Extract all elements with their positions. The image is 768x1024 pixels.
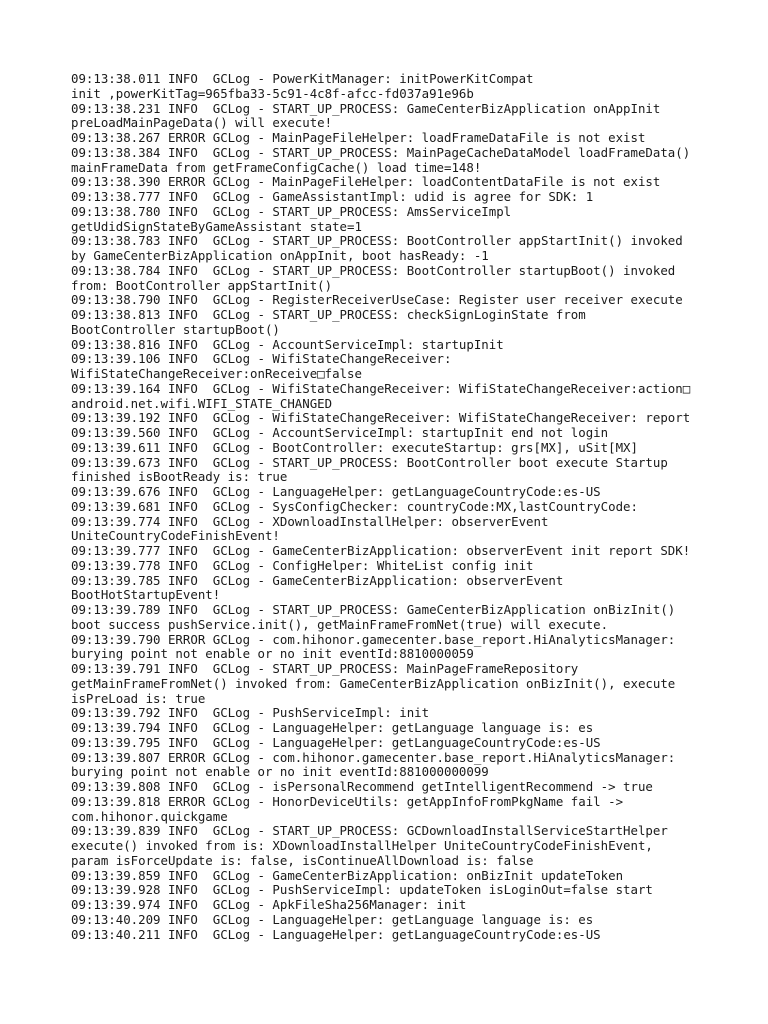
log-line: 09:13:40.209 INFO GCLog - LanguageHelper: getLanguage language is: es [71, 911, 594, 927]
log-line: 09:13:39.777 INFO GCLog - GameCenterBizApplication: observerEvent init report SDK! [71, 543, 691, 558]
log-line: init ,powerKitTag=965fba33-5c91-4c8f-afcc-fd037a91e96b [71, 85, 474, 101]
log-line: param isForceUpdate is: false, isContinueAllDownload is: false [71, 852, 534, 868]
log-line: com.hihonor.quickgame [71, 808, 228, 824]
log-line: 09:13:39.859 INFO GCLog - GameCenterBizApplication: onBizInit updateToken [71, 867, 624, 883]
log-line: burying point not enable or no init eventId:8810000059 [71, 646, 474, 662]
log-line: 09:13:39.676 INFO GCLog - LanguageHelper: getLanguageCountryCode:es-US [71, 484, 601, 499]
log-line: 09:13:39.560 INFO GCLog - AccountServiceImpl: startupInit end not login [71, 425, 609, 440]
log-line: 09:13:39.839 INFO GCLog - START_UP_PROCESS: GCDownloadInstallServiceStartHelper [71, 823, 668, 839]
log-line: 09:13:38.780 INFO GCLog - START_UP_PROCESS: AmsServiceImpl [71, 203, 512, 219]
log-line: boot success pushService.init(), getMainFrameFromNet(true) will execute. [71, 616, 609, 632]
log-line: 09:13:39.792 INFO GCLog - PushServiceImpl: init [71, 705, 430, 721]
log-line: finished isBootReady is: true [71, 469, 288, 485]
log-line: 09:13:38.816 INFO GCLog - AccountServiceImpl: startupInit [71, 336, 504, 352]
log-line: BootController startupBoot() [71, 321, 280, 337]
log-line: from: BootController appStartInit() [71, 277, 333, 293]
log-line: mainFrameData from getFrameConfigCache() load time=148! [71, 159, 482, 175]
log-line: WifiStateChangeReceiver:onReceive□false [71, 366, 362, 381]
log-line: 09:13:39.164 INFO GCLog - WifiStateChangeReceiver: WifiStateChangeReceiver:action□ [71, 380, 691, 396]
log-line: by GameCenterBizApplication onAppInit, boot hasReady: -1 [71, 248, 489, 263]
log-line: 09:13:38.267 ERROR GCLog - MainPageFileHelper: loadFrameDataFile is not exist [71, 130, 646, 145]
log-line: 09:13:39.789 INFO GCLog - START_UP_PROCESS: GameCenterBizApplication onBizInit() [71, 602, 676, 617]
log-line: 09:13:38.384 INFO GCLog - START_UP_PROCESS: MainPageCacheDataModel loadFrameData() [71, 144, 691, 160]
log-line: BootHotStartupEvent! [71, 587, 221, 603]
log-line: 09:13:38.784 INFO GCLog - START_UP_PROCESS: BootController startupBoot() invoked [71, 262, 676, 278]
log-line: 09:13:39.790 ERROR GCLog - com.hihonor.gamecenter.base_report.HiAnalyticsManager: [71, 631, 676, 647]
log-line: 09:13:39.611 INFO GCLog - BootController: executeStartup: grs[MX], uSit[MX] [71, 439, 638, 455]
log-line: 09:13:39.974 INFO GCLog - ApkFileSha256Manager: init [71, 897, 467, 912]
log-line: isPreLoad is: true [71, 690, 206, 706]
log-line: 09:13:39.681 INFO GCLog - SysConfigChecker: countryCode:MX,lastCountryCode: [71, 498, 638, 514]
log-line: 09:13:39.808 INFO GCLog - isPersonalRecommend getIntelligentRecommend -> true [71, 779, 653, 794]
log-line: 09:13:38.231 INFO GCLog - START_UP_PROCESS: GameCenterBizApplication onAppInit [71, 100, 661, 116]
log-document [71, 72, 751, 942]
log-line: 09:13:38.777 INFO GCLog - GameAssistantImpl: udid is agree for SDK: 1 [71, 189, 594, 204]
log-line: 09:13:39.791 INFO GCLog - START_UP_PROCESS: MainPageFrameRepository [71, 661, 579, 676]
log-line: getMainFrameFromNet() invoked from: GameCenterBizApplication onBizInit(), execute [71, 675, 676, 691]
log-line: 09:13:39.106 INFO GCLog - WifiStateChangeReceiver: [71, 351, 452, 367]
log-line: 09:13:39.794 INFO GCLog - LanguageHelper: getLanguage language is: es [71, 720, 594, 735]
log-line: 09:13:38.011 INFO GCLog - PowerKitManager: initPowerKitCompat [71, 71, 534, 86]
log-line: 09:13:39.928 INFO GCLog - PushServiceImpl: updateToken isLoginOut=false start [71, 882, 653, 898]
log-line: 09:13:39.807 ERROR GCLog - com.hihonor.gamecenter.base_report.HiAnalyticsManager: [71, 749, 676, 765]
log-line: 09:13:39.778 INFO GCLog - ConfigHelper: WhiteList config init [71, 557, 534, 573]
log-line: burying point not enable or no init eventId:881000000099 [71, 764, 489, 780]
log-line: execute() invoked from is: XDownloadInstallHelper UniteCountryCodeFinishEvent, [71, 838, 653, 853]
log-line: 09:13:40.211 INFO GCLog - LanguageHelper: getLanguageCountryCode:es-US [71, 926, 601, 942]
log-line: 09:13:39.673 INFO GCLog - START_UP_PROCESS: BootController boot execute Startup [71, 454, 668, 470]
log-line: 09:13:39.818 ERROR GCLog - HonorDeviceUtils: getAppInfoFromPkgName fail -> [71, 793, 624, 809]
log-line: 09:13:38.790 INFO GCLog - RegisterReceiverUseCase: Register user receiver execute [71, 292, 683, 308]
log-line: 09:13:39.774 INFO GCLog - XDownloadInstallHelper: observerEvent [71, 513, 549, 529]
log-line: 09:13:39.192 INFO GCLog - WifiStateChangeReceiver: WifiStateChangeReceiver: report [71, 410, 691, 426]
log-line: 09:13:39.795 INFO GCLog - LanguageHelper: getLanguageCountryCode:es-US [71, 734, 601, 750]
log-line: preLoadMainPageData() will execute! [71, 115, 333, 131]
log-line: 09:13:38.813 INFO GCLog - START_UP_PROCESS: checkSignLoginState from [71, 307, 586, 322]
log-line: 09:13:39.785 INFO GCLog - GameCenterBizApplication: observerEvent [71, 572, 564, 588]
log-line: UniteCountryCodeFinishEvent! [71, 528, 280, 544]
log-line: 09:13:38.390 ERROR GCLog - MainPageFileHelper: loadContentDataFile is not exist [71, 174, 661, 190]
log-line: 09:13:38.783 INFO GCLog - START_UP_PROCESS: BootController appStartInit() invoked [71, 233, 683, 249]
log-line: android.net.wifi.WIFI_STATE_CHANGED [71, 395, 333, 411]
log-line: getUdidSignStateByGameAssistant state=1 [71, 218, 362, 234]
